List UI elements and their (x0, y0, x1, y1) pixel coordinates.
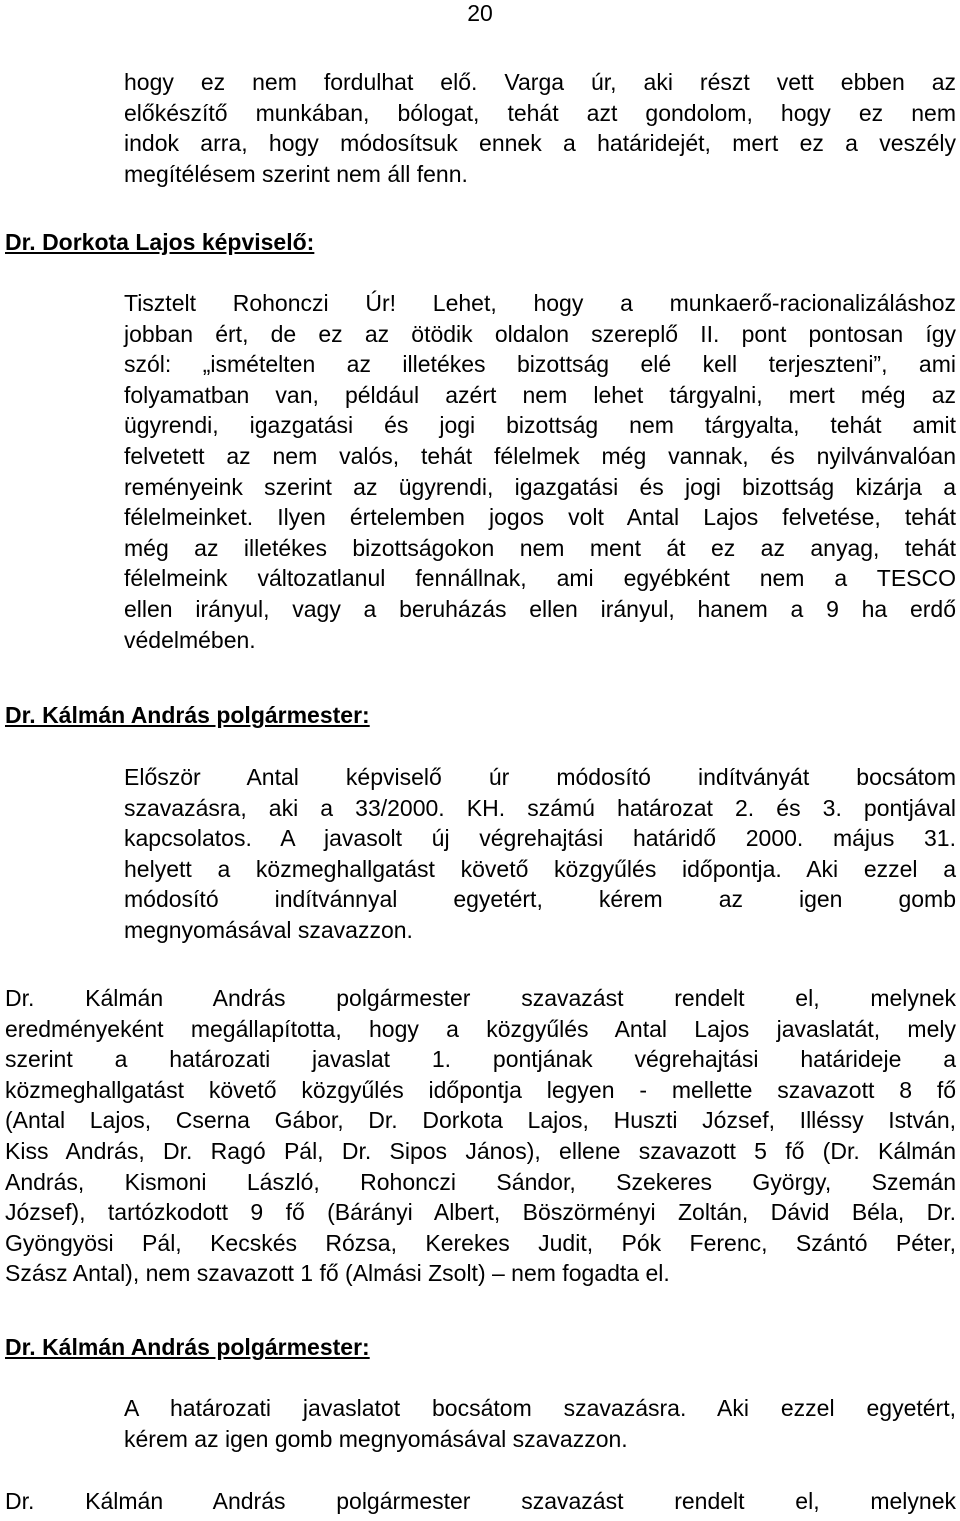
text-line: félelmeinket. Ilyen értelemben jogos volt Antal Lajos felvetése, tehát (124, 504, 956, 531)
text-line: Dr. Kálmán András polgármester szavazást rendelt el, melynek (5, 985, 956, 1011)
text-line: Kiss András, Dr. Ragó Pál, Dr. Sipos János), ellene szavazott 5 fő (Dr. Kálmán (5, 1137, 956, 1164)
text-line: helyett a közmeghallgatást követő közgyűlés időpontja. Aki ezzel a (124, 855, 956, 882)
text-line: megnyomásával szavazzon. (124, 916, 413, 943)
text-line: reményeink szerint az ügyrendi, igazgatási és jogi bizottság kizárja a (124, 473, 956, 500)
text-line: előkészítő munkában, bólogat, tehát azt gondolom, hogy ez nem (124, 99, 956, 126)
text-line: megítélésem szerint nem áll fenn. (124, 160, 468, 187)
page-number: 20 (467, 0, 493, 26)
paragraph-dorkota (124, 288, 956, 655)
speaker-heading-dorkota: Dr. Dorkota Lajos képviselő: (5, 229, 315, 255)
text-line: eredményeként megállapította, hogy a közgyűlés Antal Lajos javaslatát, mely (5, 1015, 956, 1042)
text-line: közmeghallgatást követő közgyűlés időpontja legyen - mellette szavazott 8 fő (5, 1076, 956, 1103)
text-line: kérem az igen gomb megnyomásával szavazzon. (124, 1425, 628, 1452)
text-line: védelmében. (124, 626, 256, 653)
text-line: Tisztelt Rohonczi Úr! Lehet, hogy a munkaerő-racionalizáláshoz (124, 290, 956, 316)
text-line: felvetett az nem valós, tehát félelmek még vannak, és nyilvánvalóan (124, 442, 956, 469)
speaker-heading-kalman: Dr. Kálmán András polgármester: (5, 702, 370, 728)
text-line: ügyrendi, igazgatási és jogi bizottság nem tárgyalta, tehát amit (124, 412, 956, 439)
paragraph-rohonczi-continued (124, 67, 956, 189)
text-line: szól: „ismételten az illetékes bizottság elé kell terjeszteni”, ami (124, 351, 956, 378)
text-line: ellen irányul, vagy a beruházás ellen irányul, hanem a 9 ha erdő (124, 595, 956, 622)
text-line: kapcsolatos. A javasolt új végrehajtási határidő 2000. május 31. (124, 825, 956, 852)
paragraph-kalman-motion (124, 762, 956, 946)
text-line: Először Antal képviselő úr módosító indítványát bocsátom (124, 764, 956, 790)
text-line: szerint a határozati javaslat 1. pontjának végrehajtási határideje a (5, 1046, 956, 1073)
text-line: A határozati javaslatot bocsátom szavazásra. Aki ezzel egyetért, (124, 1395, 956, 1421)
text-line: módosító indítvánnyal egyetért, kérem az igen gomb (124, 886, 956, 913)
text-line: Szász Antal), nem szavazott 1 fő (Almási Zsolt) – nem fogadta el. (5, 1260, 670, 1287)
text-line: folyamatban van, például azért nem lehet tárgyalni, mert még az (124, 381, 956, 408)
paragraph-vote-result-2 (5, 1486, 956, 1517)
text-line: indok arra, hogy módosítsuk ennek a határidejét, mert ez a veszély (124, 130, 956, 157)
text-line: hogy ez nem fordulhat elő. Varga úr, aki részt vett ebben az (124, 69, 956, 95)
text-line: József), tartózkodott 9 fő (Bárányi Albert, Böszörményi Zoltán, Dávid Béla, Dr. (5, 1199, 956, 1226)
text-line: Dr. Kálmán András polgármester szavazást rendelt el, melynek (5, 1488, 956, 1514)
text-line: jobban ért, de ez az ötödik oldalon szereplő II. pont pontosan így (124, 320, 956, 347)
text-line: András, Kismoni László, Rohonczi Sándor, Szekeres György, Szemán (5, 1168, 956, 1195)
speaker-heading-kalman-2: Dr. Kálmán András polgármester: (5, 1334, 370, 1360)
text-line: (Antal Lajos, Cserna Gábor, Dr. Dorkota Lajos, Huszti József, Illéssy István, (5, 1107, 956, 1134)
paragraph-vote-result (5, 983, 956, 1289)
paragraph-kalman-resolution (124, 1393, 956, 1454)
text-line: Gyöngyösi Pál, Kecskés Rózsa, Kerekes Judit, Pók Ferenc, Szántó Péter, (5, 1229, 956, 1256)
text-line: még az illetékes bizottságokon nem ment át ez az anyag, tehát (124, 534, 956, 561)
text-line: szavazásra, aki a 33/2000. KH. számú határozat 2. és 3. pontjával (124, 794, 956, 821)
text-line: félelmeink változatlanul fennállnak, ami egyébként nem a TESCO (124, 565, 956, 592)
